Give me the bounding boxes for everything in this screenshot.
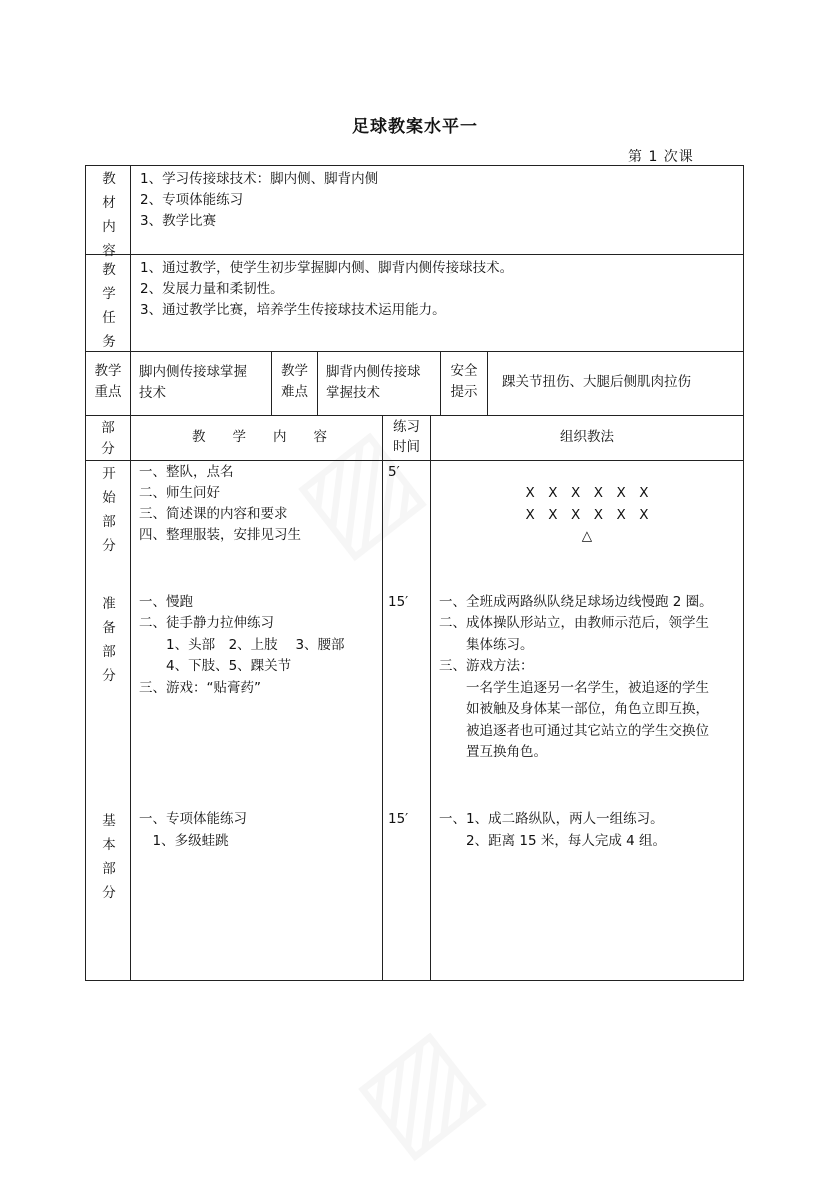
basic-method: 2、距离 15 米，每人完成 4 组。 [439,833,667,849]
prep-method: 置互换角色。 [439,744,547,760]
focus-column-divider [317,351,318,415]
header-time-line: 时间 [393,439,420,455]
prep-method: 被追逐者也可通过其它站立的学生交换位 [439,723,709,739]
header-part-line: 分 [101,441,115,457]
difficulty-text: 脚背内侧传接球 [326,364,421,380]
header-part-line: 部 [101,420,115,436]
prep-item: 1、头部 2、上肢 3、腰部 [139,637,345,653]
prep-method: 一名学生追逐另一名学生，被追逐的学生 [439,680,709,696]
prep-method: 一、全班成两路纵队绕足球场边线慢跑 2 圈。 [439,594,713,610]
material-item: 2、专项体能练习 [140,192,244,208]
material-label [86,167,132,263]
row-divider [86,254,743,255]
material-label-text: 教材内容 [102,171,116,259]
difficulty-label-line: 难点 [281,384,308,400]
start-item: 三、简述课的内容和要求 [139,506,288,522]
start-label [86,462,132,558]
difficulty-label [272,361,317,403]
document-title: 足球教案水平一 [352,117,478,137]
task-item: 2、发展力量和柔韧性。 [140,281,284,297]
task-item: 1、通过教学，使学生初步掌握脚内侧、脚背内侧传接球技术。 [140,260,514,276]
key-point-text: 脚内侧传接球掌握 [139,364,247,380]
task-label [86,258,132,354]
safety-label [441,361,487,403]
difficulty-text: 掌握技术 [326,385,380,401]
start-time: 5′ [388,464,400,480]
prep-time: 15′ [388,594,409,610]
basic-item: 一、专项体能练习 [139,811,247,827]
focus-column-divider [487,351,488,415]
start-item: 二、师生问好 [139,485,220,501]
watermark-mark [329,1000,504,1179]
material-item: 1、学习传接球技术：脚内侧、脚背内侧 [140,171,379,187]
teacher-marker: △ [581,528,593,544]
lesson-number: 第 1 次课 [628,149,694,165]
start-item: 一、整队，点名 [139,464,234,480]
prep-item: 三、游戏：“贴膏药” [139,680,261,696]
material-item: 3、教学比赛 [140,213,217,229]
task-label-text: 教学任务 [102,262,116,350]
basic-time: 15′ [388,811,409,827]
header-time [383,417,430,457]
start-item: 四、整理服装，安排见习生 [139,527,301,543]
lesson-plan-table [85,165,744,981]
prep-label [86,592,132,688]
prep-item: 4、下肢、5、踝关节 [139,658,292,674]
key-point-label-line: 教学 [94,363,122,379]
formation-row: X X X X X X [525,485,649,501]
basic-label [86,809,132,905]
prep-label-text: 准备部分 [102,596,116,684]
basic-method: 一、1、成二路纵队，两人一组练习。 [439,811,664,827]
header-content: 教 学 内 容 [192,429,327,445]
prep-method: 三、游戏方法： [439,658,534,674]
prep-item: 一、慢跑 [139,594,193,610]
safety-label-line: 安全 [450,363,478,379]
header-part [86,418,130,460]
row-divider [86,351,743,352]
difficulty-label-line: 教学 [281,363,308,379]
basic-item: 1、多级蛙跳 [139,833,229,849]
row-divider [86,460,743,461]
prep-method: 二、成体操队形站立，由教师示范后，领学生 [439,615,709,631]
prep-method: 如被触及身体某一部位，角色立即互换， [439,701,709,717]
task-item: 3、通过教学比赛，培养学生传接球技术运用能力。 [140,302,446,318]
basic-label-text: 基本部分 [102,813,116,901]
start-label-text: 开始部分 [102,466,116,554]
time-column-left [382,415,383,980]
key-point-label-line: 重点 [94,384,122,400]
row-divider [86,415,743,416]
prep-method: 集体练习。 [439,637,534,653]
prep-item: 二、徒手静力拉伸练习 [139,615,274,631]
key-point-label [86,361,130,403]
header-time-line: 练习 [393,419,420,435]
formation-row: X X X X X X [525,507,649,523]
header-method: 组织教法 [560,429,614,445]
key-point-text: 技术 [139,385,166,401]
safety-label-line: 提示 [450,384,478,400]
safety-text: 踝关节扭伤、大腿后侧肌肉拉伤 [502,374,691,390]
